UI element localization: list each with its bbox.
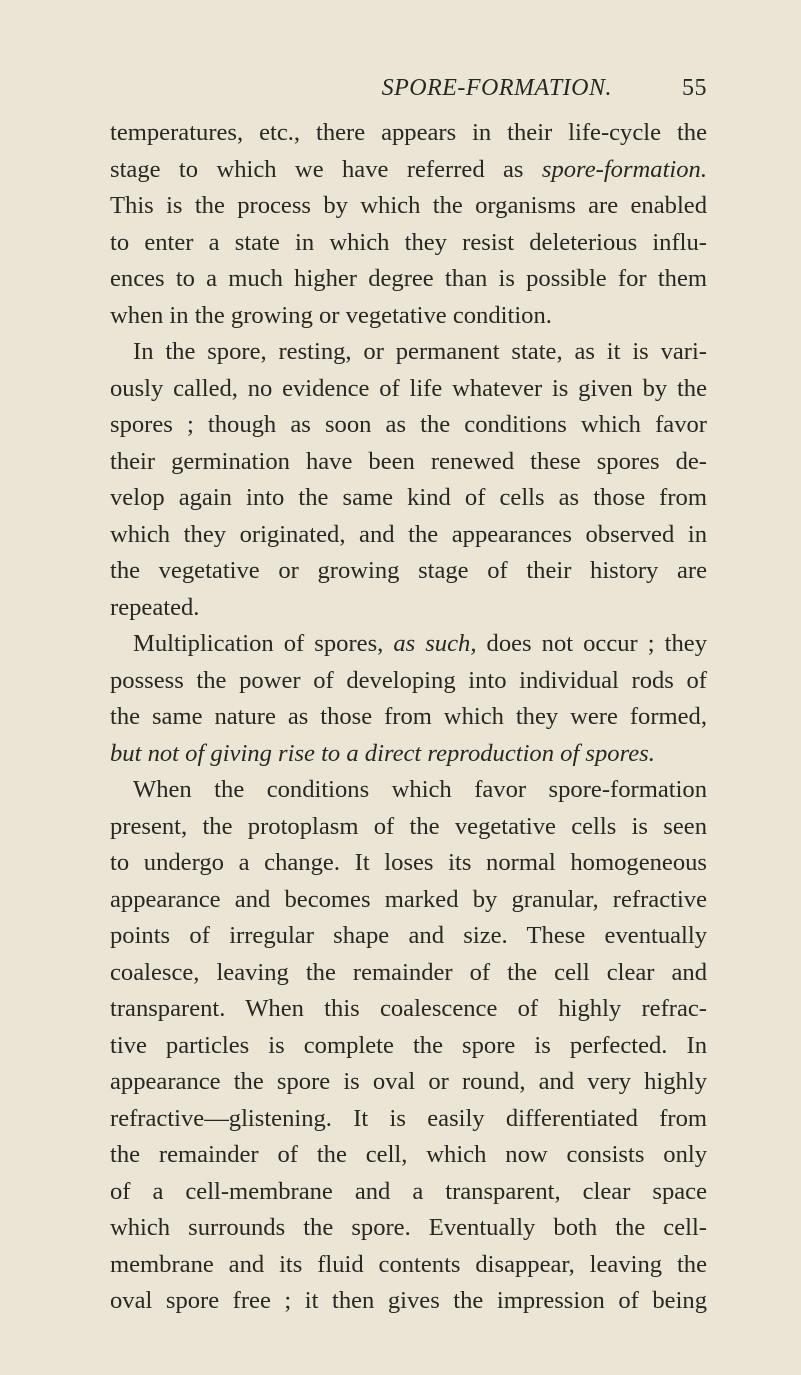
text-line — [110, 115, 707, 152]
text-line — [110, 1247, 707, 1284]
text-segment: temperatures, etc., there appears in their life-cycle the — [110, 119, 707, 146]
text-segment: ously called, no evidence of life whatever is given by the — [110, 374, 707, 402]
text-segment: In the spore, resting, or permanent state, as it is vari- — [133, 338, 707, 365]
text-line — [110, 1101, 707, 1138]
text-segment: to enter a state in which they resist deleterious influ- — [110, 228, 707, 256]
text-line — [110, 225, 707, 262]
text-line — [110, 1174, 707, 1211]
text-segment: the same nature as those from which they were formed, — [110, 703, 707, 730]
text-line — [110, 699, 707, 736]
text-segment: membrane and its fluid contents disappear, leaving the — [110, 1250, 707, 1278]
running-head — [110, 75, 707, 111]
text-segment: Multiplication of spores, — [133, 630, 394, 657]
text-line — [110, 626, 707, 663]
text-segment: points of irregular shape and size. These eventually — [110, 922, 707, 949]
text-line — [110, 1283, 707, 1320]
text-line — [110, 809, 707, 846]
text-segment: their germination have been renewed these spores de- — [110, 447, 707, 475]
text-line — [110, 918, 707, 955]
text-segment: tive particles is complete the spore is perfected. In — [110, 1031, 707, 1059]
text-line — [110, 736, 707, 773]
text-line — [110, 371, 707, 408]
text-segment: appearance and becomes marked by granular, refractive — [110, 885, 707, 913]
text-segment: transparent. When this coalescence of highly refrac- — [110, 995, 707, 1022]
text-segment: stage to which we have referred as — [110, 155, 542, 183]
text-line — [110, 955, 707, 992]
text-segment: present, the protoplasm of the vegetative cells is seen — [110, 812, 707, 840]
text-line — [110, 882, 707, 919]
text-segment: This is the process by which the organisms are enabled — [110, 192, 707, 219]
text-line — [110, 553, 707, 590]
text-segment: ences to a much higher degree than is possible for them — [110, 265, 707, 292]
italic-text: as such, — [393, 630, 477, 657]
text-segment: When the conditions which favor spore-formation — [133, 776, 707, 803]
italic-text: spore-formation. — [541, 155, 707, 183]
text-line — [110, 152, 707, 189]
text-segment: the vegetative or growing stage of their history are — [110, 557, 707, 584]
italic-text: but not of giving rise to a direct reproduction of spores. — [110, 739, 655, 767]
text-line — [110, 991, 707, 1028]
text-line — [110, 517, 707, 554]
text-segment: oval spore free ; it then gives the impression of being — [110, 1287, 707, 1314]
text-segment: repeated. — [110, 593, 200, 621]
text-segment: possess the power of developing into individual rods of — [110, 666, 707, 694]
text-line — [110, 772, 707, 809]
text-segment: refractive—glistening. It is easily differentiated from — [110, 1104, 707, 1132]
text-segment: appearance the spore is oval or round, and very highly — [110, 1068, 707, 1095]
body-text — [110, 115, 707, 1320]
text-line — [110, 444, 707, 481]
text-line — [110, 298, 707, 335]
text-line — [110, 1064, 707, 1101]
text-segment: velop again into the same kind of cells as those from — [110, 484, 707, 511]
text-line — [110, 663, 707, 700]
text-line — [110, 188, 707, 225]
text-line — [110, 1137, 707, 1174]
running-title: SPORE-FORMATION. — [381, 75, 612, 101]
text-segment: which they originated, and the appearances observed in — [110, 520, 707, 548]
text-line — [110, 407, 707, 444]
page-number: 55 — [682, 75, 707, 101]
text-segment: does not occur ; they — [476, 630, 708, 657]
text-segment: to undergo a change. It loses its normal homogeneous — [110, 849, 707, 876]
text-line — [110, 1028, 707, 1065]
text-segment: when in the growing or vegetative condition. — [110, 301, 552, 329]
text-segment: which surrounds the spore. Eventually both the cell- — [110, 1214, 707, 1241]
text-line — [110, 1210, 707, 1247]
text-segment: coalesce, leaving the remainder of the cell clear and — [110, 958, 707, 986]
text-line — [110, 480, 707, 517]
text-segment: of a cell-membrane and a transparent, clear space — [110, 1177, 707, 1205]
text-line — [110, 845, 707, 882]
text-line — [110, 261, 707, 298]
text-line — [110, 334, 707, 371]
text-line — [110, 590, 707, 627]
text-segment: spores ; though as soon as the conditions which favor — [110, 411, 707, 438]
text-segment: the remainder of the cell, which now consists only — [110, 1141, 707, 1168]
